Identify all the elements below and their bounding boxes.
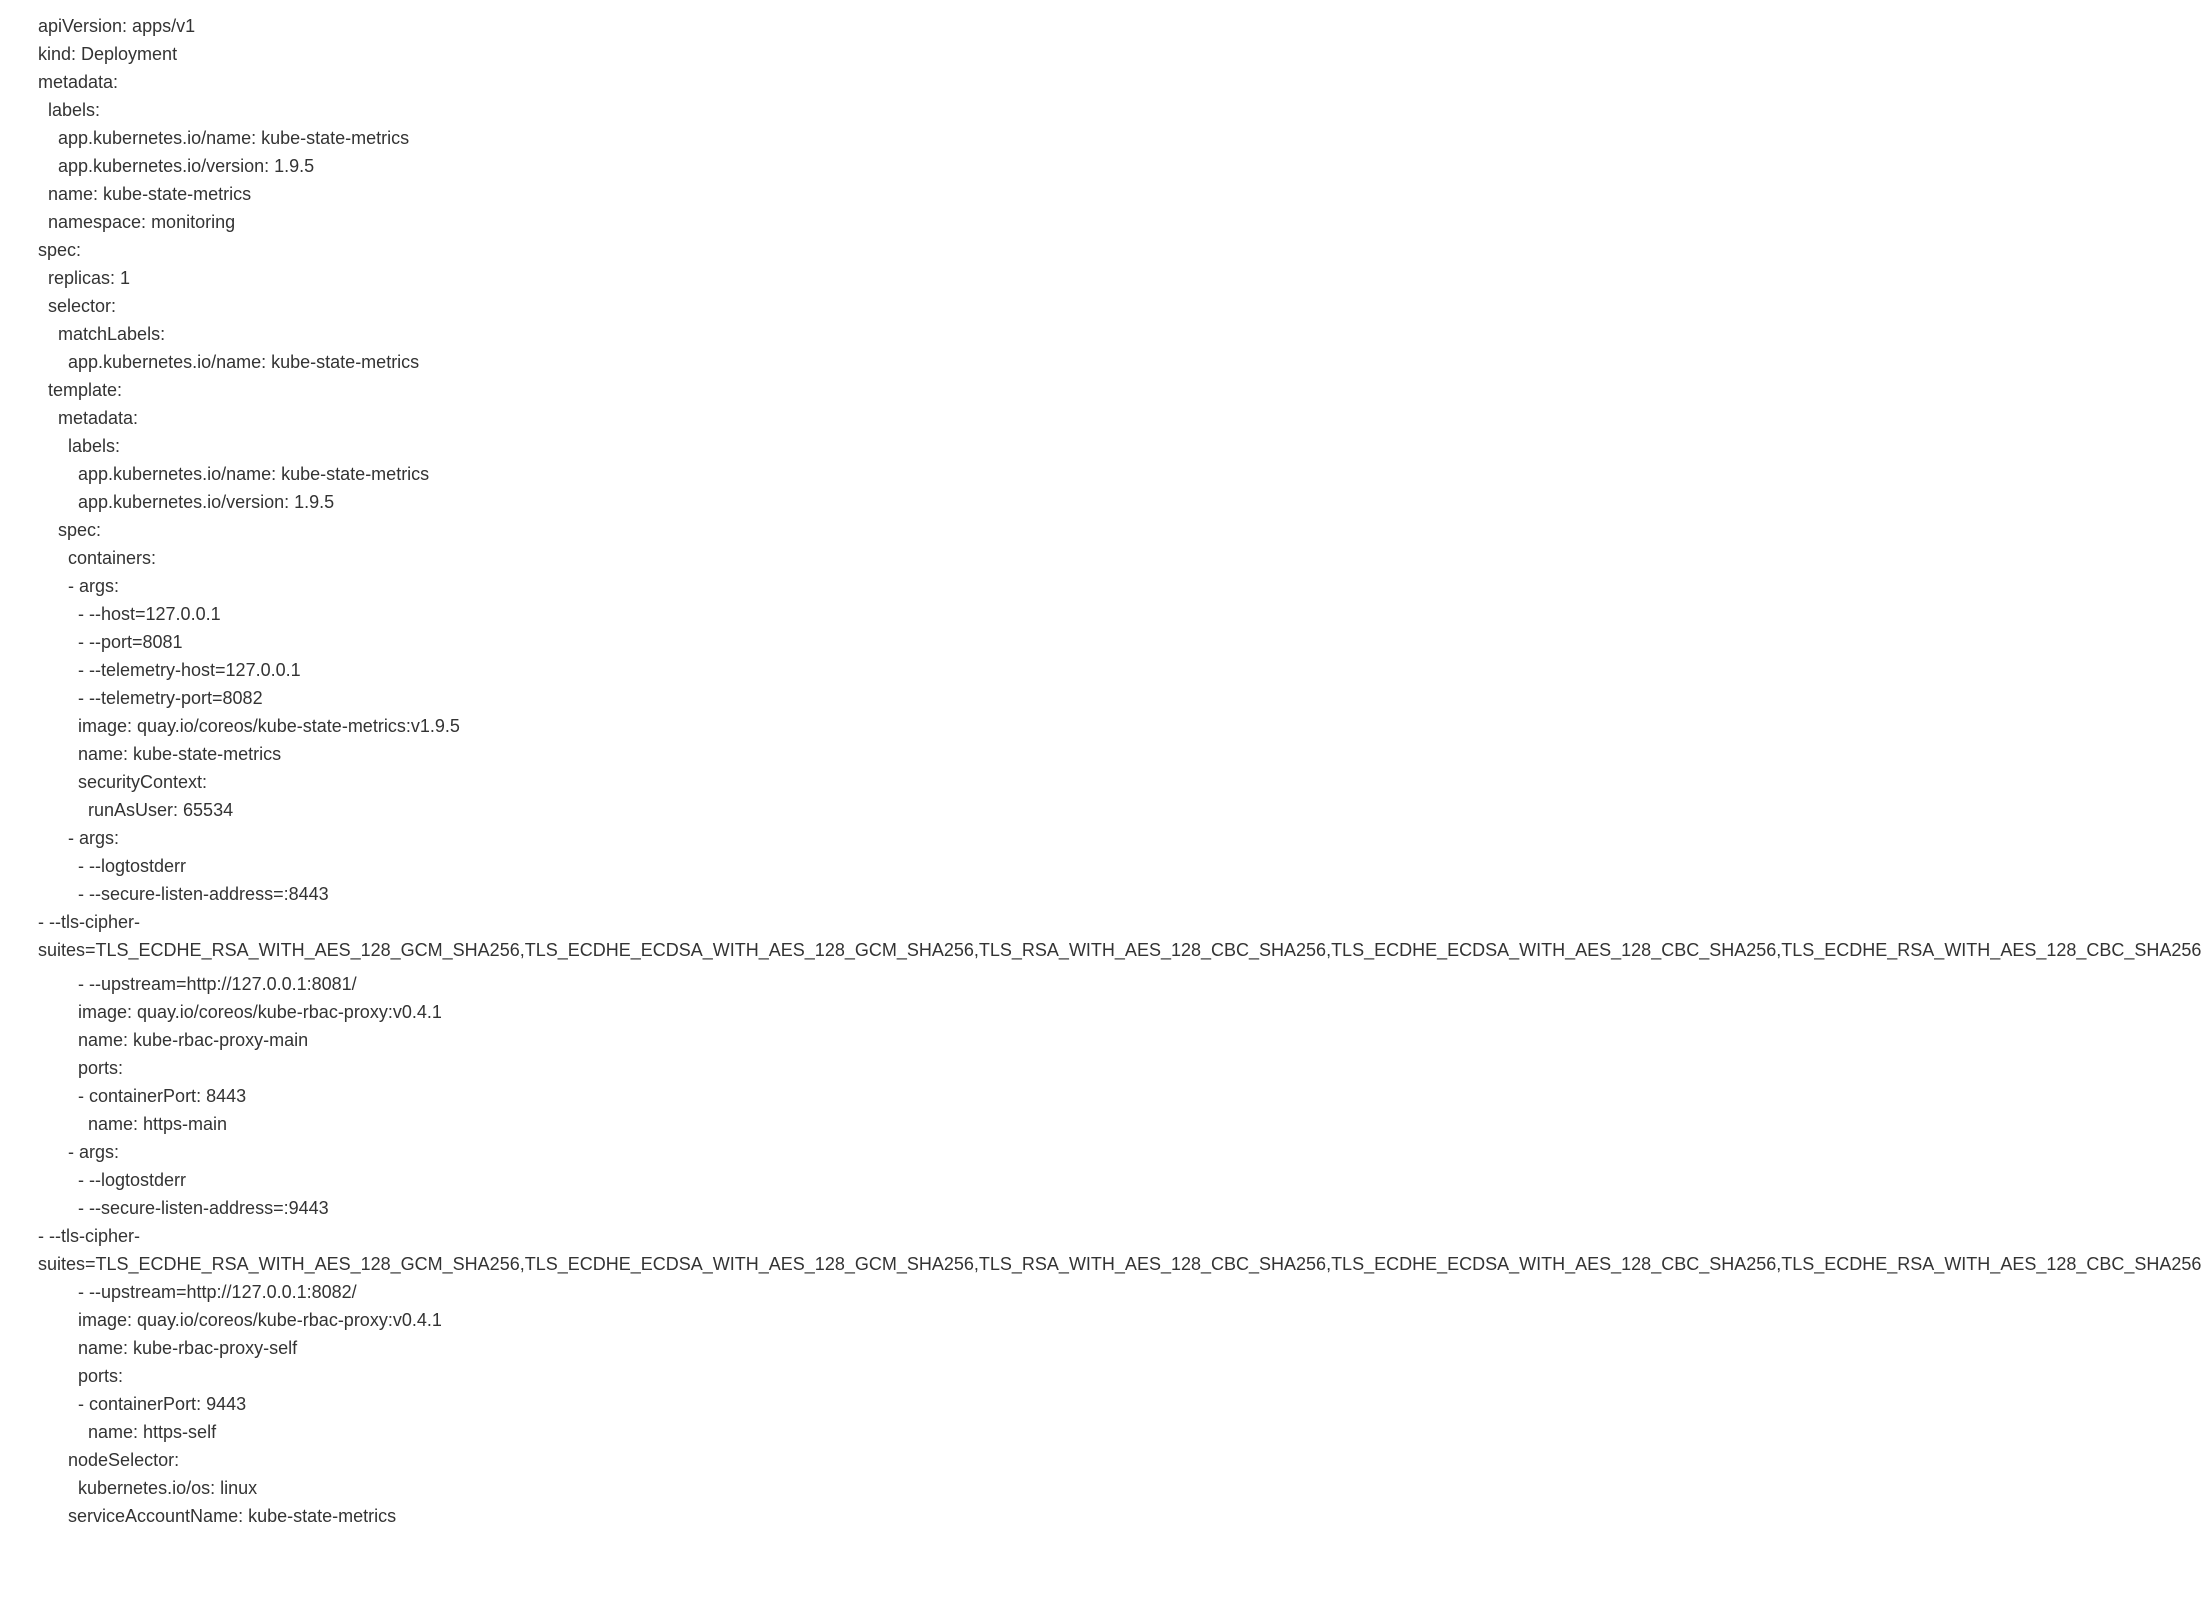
yaml-line: ports: bbox=[38, 1366, 124, 1386]
yaml-line: name: https-main bbox=[38, 1114, 228, 1134]
yaml-line: name: kube-rbac-proxy-self bbox=[38, 1338, 298, 1358]
yaml-line: containers: bbox=[38, 548, 157, 568]
yaml-line: name: kube-state-metrics bbox=[38, 184, 252, 204]
yaml-line-wrapped: - --tls-cipher-suites=TLS_ECDHE_RSA_WITH_AES_128_GCM_SHA256,TLS_ECDHE_ECDSA_WITH_AES_128_GCM_SHA256,TLS_RSA_WITH_AES_128_CBC_SHA256,TLS_ECDHE_ECDSA_WITH_AES_128_CBC_SHA256,TLS_ECDHE_RSA_WITH_AES_128_CBC_SHA256 bbox=[38, 912, 2201, 960]
yaml-line: matchLabels: bbox=[38, 324, 166, 344]
yaml-line: metadata: bbox=[38, 408, 139, 428]
yaml-line: labels: bbox=[38, 436, 121, 456]
yaml-line: nodeSelector: bbox=[38, 1450, 180, 1470]
yaml-line: runAsUser: 65534 bbox=[38, 800, 234, 820]
yaml-line: spec: bbox=[38, 240, 82, 260]
yaml-line: - args: bbox=[38, 1142, 120, 1162]
yaml-line: template: bbox=[38, 380, 123, 400]
yaml-line: app.kubernetes.io/name: kube-state-metrics bbox=[38, 352, 420, 372]
yaml-line: image: quay.io/coreos/kube-state-metrics:v1.9.5 bbox=[38, 716, 460, 736]
yaml-line: spec: bbox=[38, 520, 102, 540]
yaml-line: - --telemetry-port=8082 bbox=[38, 688, 263, 708]
yaml-line: serviceAccountName: kube-state-metrics bbox=[38, 1506, 397, 1526]
yaml-line: apiVersion: apps/v1 bbox=[38, 16, 196, 36]
yaml-line: labels: bbox=[38, 100, 101, 120]
yaml-line: - containerPort: 8443 bbox=[38, 1086, 247, 1106]
yaml-line: - --upstream=http://127.0.0.1:8081/ bbox=[38, 974, 357, 994]
yaml-line: securityContext: bbox=[38, 772, 208, 792]
yaml-line: name: kube-state-metrics bbox=[38, 744, 282, 764]
yaml-line-wrapped: - --tls-cipher-suites=TLS_ECDHE_RSA_WITH_AES_128_GCM_SHA256,TLS_ECDHE_ECDSA_WITH_AES_128_GCM_SHA256,TLS_RSA_WITH_AES_128_CBC_SHA256,TLS_ECDHE_ECDSA_WITH_AES_128_CBC_SHA256,TLS_ECDHE_RSA_WITH_AES_128_CBC_SHA256 bbox=[38, 1226, 2201, 1274]
yaml-line: - args: bbox=[38, 828, 120, 848]
yaml-line: name: https-self bbox=[38, 1422, 217, 1442]
yaml-line: ports: bbox=[38, 1058, 124, 1078]
yaml-line: namespace: monitoring bbox=[38, 212, 236, 232]
yaml-line: app.kubernetes.io/name: kube-state-metrics bbox=[38, 128, 410, 148]
yaml-line: - --logtostderr bbox=[38, 856, 187, 876]
yaml-line: replicas: 1 bbox=[38, 268, 131, 288]
yaml-line: image: quay.io/coreos/kube-rbac-proxy:v0.4.1 bbox=[38, 1310, 442, 1330]
yaml-line: image: quay.io/coreos/kube-rbac-proxy:v0.4.1 bbox=[38, 1002, 442, 1022]
yaml-line: app.kubernetes.io/version: 1.9.5 bbox=[38, 492, 335, 512]
yaml-line: kind: Deployment bbox=[38, 44, 178, 64]
yaml-line: metadata: bbox=[38, 72, 119, 92]
yaml-line: - args: bbox=[38, 576, 120, 596]
yaml-line: name: kube-rbac-proxy-main bbox=[38, 1030, 309, 1050]
yaml-line: selector: bbox=[38, 296, 117, 316]
yaml-line: app.kubernetes.io/version: 1.9.5 bbox=[38, 156, 315, 176]
yaml-line: - --host=127.0.0.1 bbox=[38, 604, 221, 624]
yaml-line: - --secure-listen-address=:9443 bbox=[38, 1198, 329, 1218]
yaml-line: - --logtostderr bbox=[38, 1170, 187, 1190]
yaml-line: - --upstream=http://127.0.0.1:8082/ bbox=[38, 1282, 357, 1302]
yaml-line: - --secure-listen-address=:8443 bbox=[38, 884, 329, 904]
yaml-line: kubernetes.io/os: linux bbox=[38, 1478, 258, 1498]
yaml-line: - --telemetry-host=127.0.0.1 bbox=[38, 660, 301, 680]
yaml-line: app.kubernetes.io/name: kube-state-metrics bbox=[38, 464, 430, 484]
yaml-line: - --port=8081 bbox=[38, 632, 183, 652]
yaml-line: - containerPort: 9443 bbox=[38, 1394, 247, 1414]
